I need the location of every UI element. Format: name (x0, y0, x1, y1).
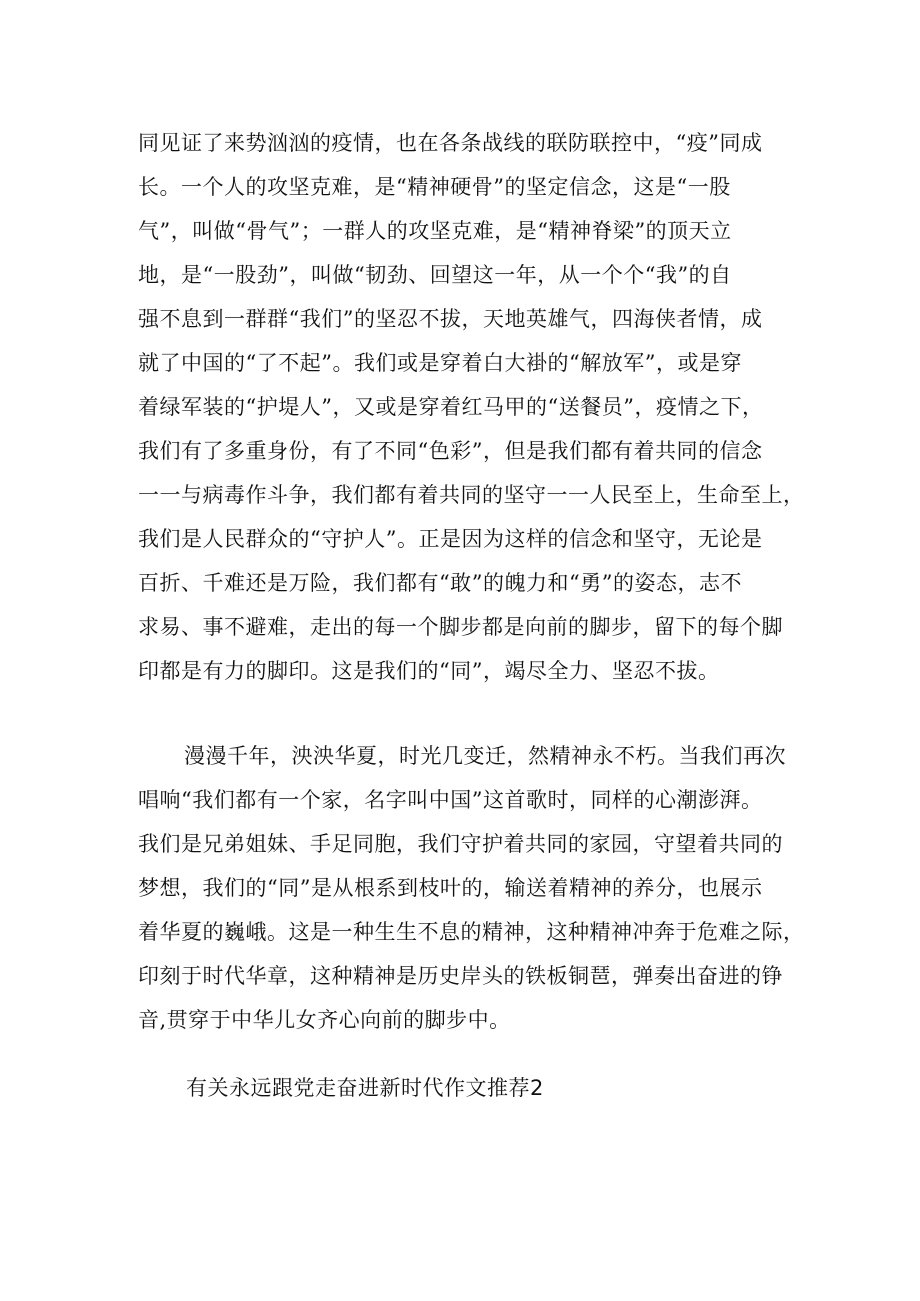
text-line: 我们有了多重身份，有了不同“色彩”，但是我们都有着共同的信念 (138, 439, 763, 463)
text-line: 同见证了来势汹汹的疫情，也在各条战线的联防联控中，“疫”同成 (138, 131, 763, 155)
paragraph-2 (138, 734, 805, 1042)
text-line: 漫漫千年，泱泱华夏，时光几变迁，然精神永不朽。当我们再次 (184, 744, 786, 768)
text-line: 求易、事不避难，走出的每一个脚步都是向前的脚步，留下的每个脚 (138, 615, 783, 639)
text-line: 着华夏的巍峨。这是一种生生不息的精神，这种精神冲奔于危难之际， (138, 920, 805, 944)
text-line: 印刻于时代华章，这种精神是历史岸头的铁板铜琶，弹奏出奋进的铮 (138, 964, 783, 988)
text-line: 地，是“一股劲”，叫做“韧劲、回望这一年，从一个个“我”的自 (138, 263, 732, 287)
text-line: 就了中国的“了不起”。我们或是穿着白大褂的“解放军”，或是穿 (138, 351, 742, 375)
text-line: 音,贯穿于中华儿女齐心向前的脚步中。 (138, 1008, 511, 1032)
text-line: 我们是兄弟姐妹、手足同胞，我们守护着共同的家园，守望着共同的 (138, 832, 783, 856)
text-line: 唱响“我们都有一个家，名字叫中国”这首歌时，同样的心潮澎湃。 (138, 788, 763, 812)
text-line: 气”，叫做“骨气”；一群人的攻坚克难，是“精神脊梁”的顶天立 (138, 219, 732, 243)
text-line: 着绿军装的“护堤人”，又或是穿着红马甲的“送餐员”，疫情之下， (138, 395, 764, 419)
section-heading: 有关永远跟党走奋进新时代作文推荐2 (186, 1076, 544, 1100)
paragraph-1 (138, 121, 805, 693)
text-line: 百折、千难还是万险，我们都有“敢”的魄力和“勇”的姿态，志不 (138, 571, 742, 595)
text-line: 印都是有力的脚印。这是我们的“同”，竭尽全力、坚忍不拔。 (138, 659, 720, 683)
text-line: 一一与病毒作斗争，我们都有着共同的坚守一一人民至上，生命至上， (138, 483, 805, 507)
text-line: 我们是人民群众的“守护人”。正是因为这样的信念和坚守，无论是 (138, 527, 763, 551)
text-line: 长。一个人的攻坚克难，是“精神硬骨”的坚定信念，这是“一股 (138, 175, 731, 199)
text-line: 强不息到一群群“我们”的坚忍不拔，天地英雄气，四海侠者情，成 (138, 307, 763, 331)
text-line: 梦想，我们的“同”是从根系到枝叶的，输送着精神的养分，也展示 (138, 876, 763, 900)
